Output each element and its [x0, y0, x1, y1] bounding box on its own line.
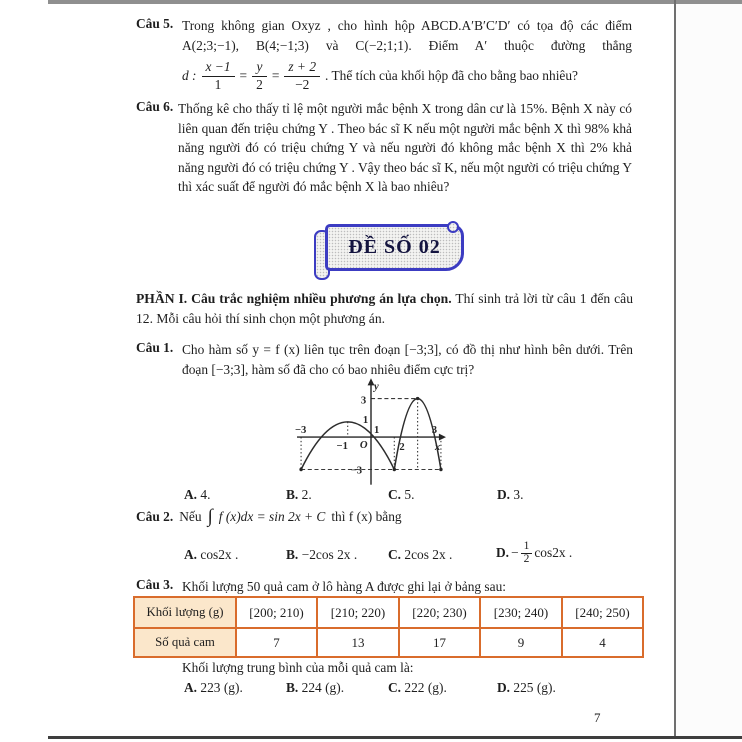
- q2-answer-c: C. 2cos 2x .: [388, 547, 453, 562]
- x-tick-3: 3: [431, 425, 438, 437]
- question-3: [136, 577, 633, 597]
- weight-table: [133, 596, 644, 658]
- question-5-label: Câu 5.: [136, 16, 174, 31]
- question-6-label: Câu 6.: [136, 99, 174, 114]
- table-cell-count-3: 17: [399, 628, 480, 657]
- q1-answer-b: B. 2.: [286, 487, 312, 502]
- question-2-pre: Nếu: [179, 509, 202, 524]
- exam-title-banner: [314, 223, 460, 277]
- fraction-x: $\frac{x -1}{1}$: [202, 60, 235, 91]
- question-2-math: f (x)dx = sin 2x + C: [218, 509, 326, 524]
- point-2-3: [416, 397, 419, 400]
- part1-heading: [136, 289, 633, 329]
- line-d-label: d :: [182, 68, 197, 83]
- page-top-edge: [48, 0, 742, 4]
- function-graph: [295, 376, 447, 488]
- question-5: [136, 16, 632, 93]
- fraction-z: $\frac{z + 2}{-2}$: [284, 60, 320, 91]
- question-3-label: Câu 3.: [136, 577, 174, 592]
- exam-set-title: ĐỀ SỐ 02: [348, 236, 441, 258]
- question-1: [136, 340, 633, 379]
- x-axis-label: x: [434, 442, 441, 454]
- question-1-text: Cho hàm số y = f (x) liên tục trên đoạn [−3;3], có đồ thị như hình bên dưới. Trên đoạn [−3;3], hàm số đã cho có bao nhiêu điểm cực trị?: [182, 342, 633, 377]
- x-tick-1: 1: [374, 425, 380, 437]
- x-tick-2: 2: [399, 442, 405, 454]
- x-tick-neg1: −1: [336, 441, 348, 453]
- q3-answer-b: B. 224 (g).: [286, 680, 345, 695]
- table-cell-range-1: [200; 210): [236, 597, 317, 628]
- table-header-weight: Khối lượng (g): [134, 597, 236, 628]
- photo-background: [676, 4, 742, 736]
- page-right-edge: [674, 0, 676, 737]
- part1-heading-rest: Thí sinh trả lời từ câu 1 đến câu 12. Mỗi câu hỏi thí sinh chọn một phương án.: [136, 291, 633, 326]
- x-axis-arrow: [439, 434, 446, 441]
- question-5-outro: . Thể tích của khối hộp đã cho bằng bao nhiêu?: [325, 68, 578, 83]
- question-3-text: Khối lượng 50 quả cam ở lô hàng A được ghi lại ở bảng sau:: [182, 579, 506, 594]
- x-tick-neg3: −3: [295, 425, 307, 437]
- point-1-neg3: [393, 468, 396, 471]
- q1-answer-c: C. 5.: [388, 487, 415, 502]
- fraction-one-half: $\frac{1}{2}$: [521, 541, 533, 565]
- table-row-count: [134, 628, 643, 657]
- equals-sign: =: [239, 68, 248, 83]
- y-tick-1: 1: [362, 414, 369, 426]
- equals-sign: =: [271, 68, 280, 83]
- q1-answer-a: A. 4.: [184, 487, 211, 502]
- question-3-note: Khối lượng trung bình của mỗi quả cam là:: [182, 660, 414, 675]
- q3-answer-c: C. 222 (g).: [388, 680, 447, 695]
- function-graph-svg: [295, 376, 447, 488]
- part1-heading-bold: PHẦN I. Câu trắc nghiệm nhiều phương án lựa chọn.: [136, 291, 452, 306]
- question-2-post: thì f (x) bằng: [331, 509, 402, 524]
- table-row-weight: [134, 597, 643, 628]
- q3-answer-a: A. 223 (g).: [184, 680, 243, 695]
- table-cell-count-4: 9: [480, 628, 562, 657]
- question-2-line: [136, 506, 633, 525]
- fraction-y: $\frac{y}{2}$: [252, 60, 267, 91]
- table-header-count: Số quả cam: [134, 628, 236, 657]
- table-cell-count-5: 4: [562, 628, 643, 657]
- question-5-formula: [182, 59, 632, 93]
- question-1-label: Câu 1.: [136, 340, 174, 355]
- table-cell-range-3: [220; 230): [399, 597, 480, 628]
- page-number: 7: [594, 710, 601, 725]
- scroll-body: [325, 224, 464, 271]
- integral-sign: ∫: [207, 506, 213, 527]
- table-cell-count-1: 7: [236, 628, 317, 657]
- q3-answer-d: D. 225 (g).: [497, 680, 556, 695]
- scroll-right-curl: [447, 221, 459, 233]
- question-6: [136, 99, 632, 197]
- page-bottom-edge: [48, 736, 742, 739]
- table-cell-range-5: [240; 250): [562, 597, 643, 628]
- y-axis-label: y: [374, 381, 379, 393]
- q2-answer-a: A. cos2x .: [184, 547, 239, 562]
- table-cell-range-4: [230; 240): [480, 597, 562, 628]
- y-tick-neg3: −3: [350, 465, 363, 477]
- point-3-neg3: [439, 468, 442, 471]
- q1-answer-d: D. 3.: [497, 487, 524, 502]
- y-tick-3: 3: [360, 395, 367, 407]
- q2-answer-b: B. −2cos 2x .: [286, 547, 358, 562]
- q2-answer-d: D. − $\frac{1}{2}$ cos2x .: [496, 540, 573, 565]
- origin-label: O: [359, 440, 368, 452]
- table-cell-count-2: 13: [317, 628, 399, 657]
- question-5-text: Trong không gian Oxyz , cho hình hộp ABCD.A′B′C′D′ có tọa độ các điểm A(2;3;−1), B(4;−1;3) và C(−2;1;1). Điểm A′ thuộc đường thẳng: [182, 18, 632, 53]
- minus-sign: −: [511, 545, 519, 561]
- table-cell-range-2: [210; 220): [317, 597, 399, 628]
- question-6-text: Thống kê cho thấy tỉ lệ một người mắc bệnh X trong dân cư là 15%. Bệnh X này có liên quan đến triệu chứng Y . Theo bác sĩ K nếu một người mắc bệnh X thì 98% khả năng người đó có triệu chứng Y và nếu người đó không mắc bệnh X thì 2% khả năng người đó có triệu chứng Y . Vậy theo bác sĩ K, nếu một người có triệu chứng Y thì xác suất để người đó mắc bệnh X là bao nhiêu?: [178, 101, 632, 194]
- point-neg3-neg3: [299, 468, 302, 471]
- question-2: [136, 506, 633, 525]
- question-2-label: Câu 2.: [136, 509, 174, 524]
